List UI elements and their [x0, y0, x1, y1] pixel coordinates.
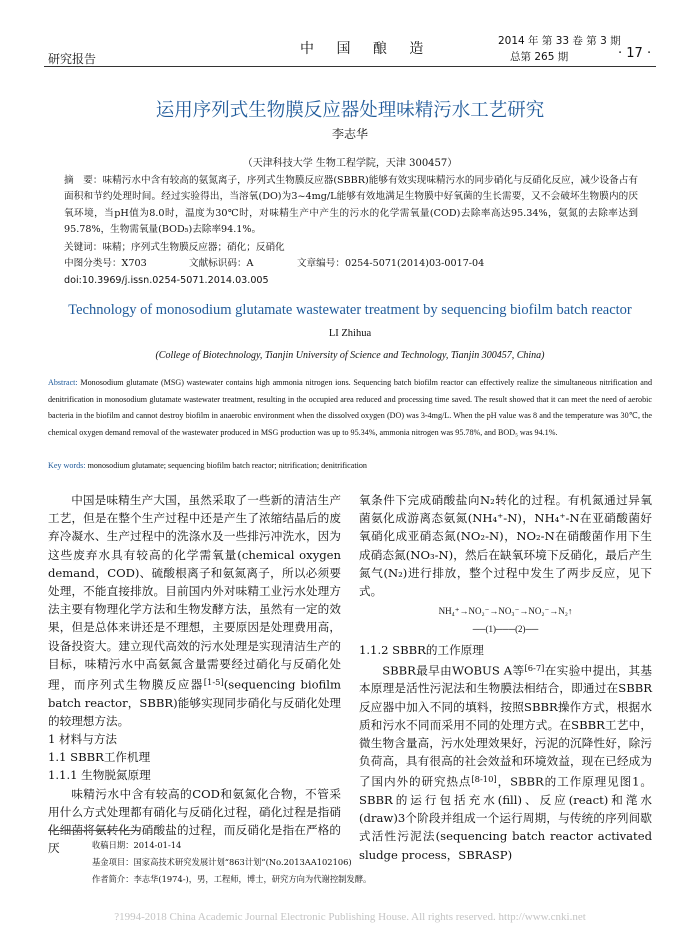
header-divider [44, 66, 656, 67]
subsubsection-heading: 1.1.1 生物脱氮原理 [48, 768, 151, 783]
body-column-left [48, 491, 341, 857]
paper-title-en: Technology of monosodium glutamate wastewater treatment by sequencing biofilm batch reactor [68, 302, 632, 318]
section-label: 研究报告 [48, 52, 97, 66]
keywords-en-label: Key words: [48, 461, 86, 470]
keywords-en [48, 458, 652, 474]
footnote-author: 作者简介：李志华(1974-)，男，工程师，博士，研究方向为代谢控制发酵。 [92, 874, 372, 884]
paragraph-text: 中国是味精生产大国，虽然采取了一些新的清洁生产工艺，但是在整个生产过程中还是产生了浓缩结晶后的废弃冷凝水、生产过程中的洗涤水及一些排污冲洗水，因为这些废弃水具有较高的化学需氧量(chemical oxygen demand，COD)、硫酸根离子和氨氮离子，所以必须要处理，不能直接排放。目前国内外对味精工业污水处理方法主要有物理化学方法和生物发酵方法，虽然有一定的效果，但是总体来讲还是不理想，主要原因是处理费用高，设备投资大。建立现代高效的污水处理是实现清洁生产的目标，味精污水中高氨氮含量需要经过硝化与反硝化处理，而序列式生物膜反应器 [48, 493, 341, 692]
affiliation-cn: （天津科技大学 生物工程学院，天津 300457） [242, 158, 458, 169]
paragraph-text: SBBR最早由WOBUS A等 [382, 663, 525, 678]
body-paragraph: 味精污水中含有较高的COD和氨氮化合物，不管采用什么方式处理都有硝化与反硝化过程，硝化过程是指硝化细菌将氨转化为硝酸盐的过程，而反硝化是指在严格的厌 [48, 786, 341, 856]
issue-total: 总第 265 期 [510, 51, 569, 63]
document-code: 文献标识码：A [189, 258, 254, 269]
footnote-received: 收稿日期：2014-01-14 [92, 840, 182, 850]
paragraph-text: (sequencing biofilm batch reactor，SBBR)能够实现同步硝化与反硝化处理的较理想方法。 [48, 677, 341, 728]
affiliation-en: (College of Biotechnology, Tianjin University of Science and Technology, Tianjin 300457, China) [155, 350, 545, 361]
author-cn: 李志华 [331, 127, 368, 141]
journal-name: 中 国 酿 造 [300, 41, 433, 57]
reaction-equation: NH₄⁺→NO₂⁻→NO₃⁻→NO₂⁻→N₂↑ [438, 606, 573, 617]
body-paragraph: 氧条件下完成硝酸盐向N₂转化的过程。有机氮通过异氧菌氨化成游离态氨氮(NH₄⁺-N)，NH₄⁺-N在亚硝酸菌好氧硝化成亚硝态氮(NO₂-N)，NO₂-N在硝酸菌作用下生成硝态氮(NO₃-N)，然后在缺氧环境下反硝化，最后产生氮气(N₂)进行排放，整个过程中发生了两步反应，见下式。 [359, 493, 652, 599]
subsection-heading: 1.1 SBBR工作机理 [48, 750, 151, 765]
abstract-en-label: Abstract: [48, 378, 78, 387]
page-number: · 17 · [618, 46, 652, 61]
abstract-cn [64, 173, 638, 238]
abstract-en-text: Monosodium glutamate (MSG) wastewater contains high ammonia nitrogen ions. Sequencing batch biofilm reactor can effectively realize the simultaneous nitrification and denitrification in monosodium glutamate wastewater treatment, resulting in the occupied area reduced and processing time saved. The result showed that it can meet the need of aerobic bacteria in the biofilm and cannot destroy biofilm in anaerobic environment when the dissolved oxygen (DO) was 3-4mg/L. When the pH value was 8 and the temperature was 30℃, the chemical oxygen demand removal of the wastewater produced in MSG production was up to 95.34%, ammonia nitrogen was 95.78%, and BOD₅ was 94.1%. [48, 378, 652, 437]
paragraph-text: 在实验中提出，其基本原理是活性污泥法和生物膜法相结合，即通过在SBBR反应器中加入不同的填料，按照SBBR操作方式，根据水质和污水不同而采用不同的处理方式。在SBBR工艺中，微生物含量高，污水处理效果好，污泥的沉降性好，除污负荷高，具有很高的社会效益和环境效益，现在已经成为了国内外的研究热点 [359, 663, 652, 789]
body-column-right [359, 491, 652, 864]
keywords-cn-label: 关键词： [64, 242, 103, 253]
issue-info: 2014 年 第 33 卷 第 3 期 [498, 35, 621, 47]
author-en: LI Zhihua [328, 328, 372, 339]
footnote-fund: 基金项目：国家高技术研究发展计划“863计划”(No.2013AA102106) [92, 857, 352, 867]
keywords-en-text: monosodium glutamate; sequencing biofilm batch reactor; nitrification; denitrification [87, 461, 367, 470]
clc-number: 中图分类号：X703 [64, 258, 147, 269]
keywords-cn [64, 240, 638, 256]
citation-ref: [6-7] [524, 662, 545, 673]
citation-ref: [8-10] [471, 774, 497, 785]
paper-title-cn: 运用序列式生物膜反应器处理味精污水工艺研究 [155, 100, 545, 121]
section-heading: 1 材料与方法 [48, 731, 118, 746]
body-paragraph [359, 659, 652, 864]
subsubsection-heading: 1.1.2 SBBR的工作原理 [359, 642, 484, 657]
footnote-divider [48, 830, 140, 831]
reaction-step-labels: ──(1)───(2)── [472, 624, 539, 635]
citation-ref: [1-5] [203, 677, 224, 688]
copyright-watermark: ?1994-2018 China Academic Journal Electronic Publishing House. All rights reserved. http://www.cnki.net [114, 911, 586, 923]
abstract-en [48, 375, 652, 441]
article-number: 文章编号：0254-5071(2014)03-0017-04 [297, 258, 485, 269]
paragraph-text: ，SBBR的工作原理见图1。SBBR的运行包括充水(fill)、反应(react)和滗水(draw)3个阶段并组成一个运行周期，与传统的序列间歇式活性污泥法(sequencing batch reactor activated sludge process，SBRASP) [359, 774, 652, 862]
body-paragraph [48, 491, 341, 730]
doi: doi:10.3969/j.issn.0254-5071.2014.03.005 [64, 275, 269, 286]
abstract-cn-text: 味精污水中含有较高的氨氮离子，序列式生物膜反应器(SBBR)能够有效实现味精污水的同步硝化与反硝化反应，减少设备占有面积和节约处理时间。经过实验得出，当溶氧(DO)为3~4mg/L能够有效地满足生物膜中好氧菌的生长需要，又不会破坏生物膜内的厌氧环境，当pH值为8.0时，温度为30℃时，对味精生产中产生的污水的化学需氧量(COD)去除率高达95.34%，氨氮的去除率达到95.78%，生物需氧量(BOD₅)去除率94.1%。 [64, 175, 639, 235]
classification-row [64, 256, 638, 273]
abstract-cn-label: 摘 要： [64, 175, 103, 186]
keywords-cn-text: 味精；序列式生物膜反应器；硝化；反硝化 [102, 242, 285, 253]
